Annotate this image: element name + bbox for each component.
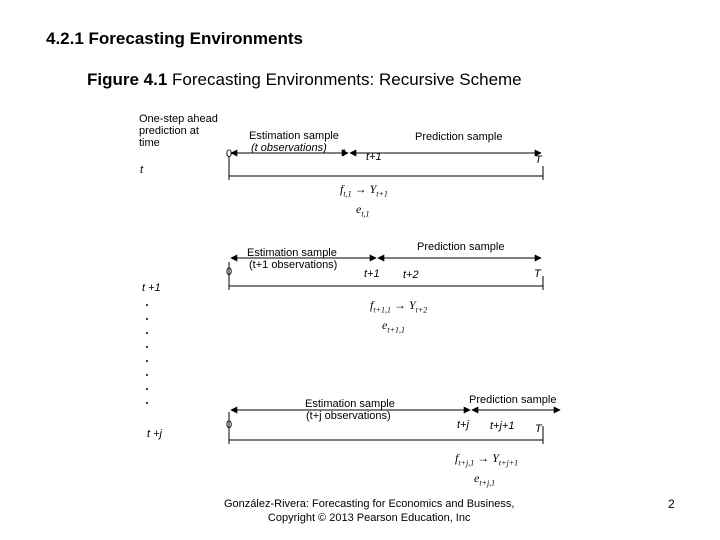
row2-estimation-obs: (t+1 observations) <box>249 259 338 271</box>
row1-estimation-label: Estimation sample <box>249 130 339 142</box>
row2-estimation-label: Estimation sample <box>247 247 337 259</box>
row1-zero: 0 <box>226 148 233 160</box>
row2-end-T: T <box>534 268 541 280</box>
row2-error-term <box>382 318 405 334</box>
row1-actual: Y <box>369 182 377 196</box>
figure-caption: Forecasting Environments: Recursive Scheme <box>172 70 522 89</box>
footer-citation <box>224 497 514 525</box>
row1-t: t <box>342 147 346 159</box>
row1-actual-sub: t+1 <box>376 189 388 199</box>
row1-t-plus-1: t+1 <box>366 151 382 163</box>
left-header-line3: time <box>139 137 160 149</box>
left-t: t <box>140 164 144 176</box>
row2-forecast-sub: t+1,1 <box>373 305 391 315</box>
row3-arrow: → <box>477 451 490 465</box>
row2-actual-sub: t+2 <box>415 305 428 315</box>
row3-actual: Y <box>492 451 499 465</box>
row1-end-T: T <box>535 154 542 166</box>
row2-forecast: f <box>370 298 374 312</box>
figure-label: Figure 4.1 <box>87 70 168 89</box>
row1-forecast: f <box>340 182 344 196</box>
row2-zero: 0 <box>226 266 233 278</box>
left-t-plus-j: t +j <box>147 428 162 440</box>
row2-prediction-label: Prediction sample <box>417 241 505 253</box>
row1-error-sub: t,1 <box>361 209 370 219</box>
row3-error: e <box>474 471 480 485</box>
row1-estimation-obs: (t observations) <box>251 142 327 154</box>
row2-arrow: → <box>393 298 406 312</box>
row3-actual-sub: t+j+1 <box>498 458 519 468</box>
row3-end-T: T <box>535 423 542 435</box>
row3-error-sub: t+j,1 <box>479 478 496 488</box>
section-heading: 4.2.1 Forecasting Environments <box>46 29 303 48</box>
row1-prediction-label: Prediction sample <box>415 131 503 143</box>
row2-t-plus-1: t+1 <box>364 268 380 280</box>
row3-forecast: f <box>455 451 459 465</box>
row3-error-term <box>474 471 495 487</box>
row3-forecast-relation <box>455 451 518 467</box>
row1-error: e <box>356 202 362 216</box>
row2-error: e <box>382 318 388 332</box>
row1-arrow: → <box>354 182 367 196</box>
footer-line1: González-Rivera: Forecasting for Economics and Business, <box>224 498 515 510</box>
footer-line2: Copyright © 2013 Pearson Education, Inc <box>267 512 471 524</box>
row2-forecast-relation <box>370 298 427 314</box>
left-t-plus-1: t +1 <box>142 282 161 294</box>
row2-actual: Y <box>408 298 416 312</box>
row3-prediction-label: Prediction sample <box>469 394 557 406</box>
left-header-line1: One-step ahead <box>139 113 218 125</box>
row1-error-term <box>356 202 370 218</box>
row3-forecast-sub: t+j,1 <box>458 458 475 468</box>
row3-estimation-obs: (t+j observations) <box>306 410 391 422</box>
row3-estimation-label: Estimation sample <box>305 398 395 410</box>
row2-error-sub: t+1,1 <box>387 325 405 335</box>
page-number: 2 <box>668 497 675 511</box>
row3-t-plus-j: t+j <box>457 419 469 431</box>
row1-forecast-sub: t,1 <box>343 189 352 199</box>
row1-forecast-relation <box>340 182 388 198</box>
row3-zero: 0 <box>226 419 233 431</box>
left-header-line2: prediction at <box>139 125 199 137</box>
row2-t-plus-2: t+2 <box>403 269 419 281</box>
row3-t-plus-j-plus-1: t+j+1 <box>490 420 515 432</box>
